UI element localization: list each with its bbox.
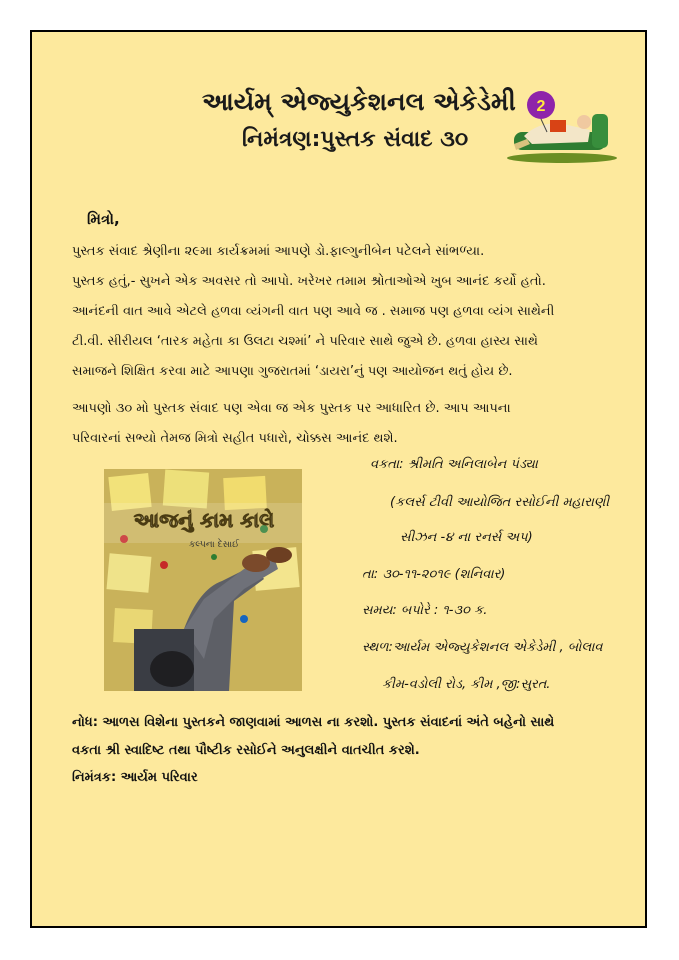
paragraph-line: પુસ્તક હતું,- સુખને એક અવસર તો આપો. ખરેખર તમામ શ્રોતાઓએ ખુબ આનંદ કર્યો હતો.: [72, 274, 546, 289]
event-time: સમય: બપોરે : ૧-૩૦ ક.: [362, 603, 488, 618]
event-venue: સ્થળ:આર્યમ એજ્યુકેશનલ એકેડેમી , બોલાવ: [362, 640, 603, 655]
book-cover-image: [104, 469, 302, 691]
invitation-card: [30, 30, 647, 928]
paragraph-line: આપણો ૩૦ મો પુસ્તક સંવાદ પણ એવા જ એક પુસ્તક પર આધારિત છે. આપ આપના: [72, 401, 511, 416]
paragraph-line: સમાજને શિક્ષિત કરવા માટે આપણા ગુજરાતમાં ‘ડાયરા’નું પણ આયોજન થતું હોય છે.: [72, 364, 513, 379]
speaker-note: સીઝન -૪ ના રનર્સ અપ): [400, 530, 533, 545]
paragraph-line: પુસ્તક સંવાદ શ્રેણીના ૨૯મા કાર્યક્રમમાં આપણે ડો.ફાલ્ગુનીબેન પટેલને સાંભળ્યા.: [72, 244, 485, 259]
paragraph-line: પરિવારનાં સભ્યો તેમજ મિત્રો સહીત પધારો, ચોક્કસ આનંદ થશે.: [72, 431, 398, 446]
book-title: આજનું કામ કાલે: [133, 508, 275, 532]
page-subtitle: નિમંત્રણ:પુસ્તક સંવાદ ૩૦: [242, 127, 469, 152]
note-line: વકતા શ્રી સ્વાદિષ્ટ તથા પૌષ્ટીક રસોઈને અનુલક્ષીને વાતચીત કરશે.: [72, 743, 420, 758]
book-author: કલ્પના દેસાઈ: [188, 540, 240, 550]
event-venue-address: કીમ-વડોલી રોડ, કીમ ,જી:સુરત.: [382, 677, 551, 692]
salutation: મિત્રો,: [87, 210, 120, 228]
speaker: વકતા: શ્રીમતિ અનિલાબેન પંડ્યા: [370, 457, 538, 472]
reading-person-clipart: [502, 84, 617, 164]
paragraph-1: [72, 237, 617, 387]
paragraph-line: ટી.વી. સીરીયલ ‘તારક મહેતા કા ઉલટા ચશ્માં’ ને પરિવાર સાથે જુએ છે. હળવા હાસ્ય સાથે: [72, 334, 538, 349]
note-line: નોધ: આળસ વિશેના પુસ્તકને જાણવામાં આળસ ના કરશો. પુસ્તક સંવાદનાં અંતે બહેનો સાથે: [72, 715, 555, 730]
footer-note: [72, 709, 554, 765]
page-title: આર્યમ્ એજ્યુકેશનલ એકેડેમી: [202, 87, 516, 116]
event-date: તા: ૩૦-૧૧-૨૦૧૯ (શનિવાર): [362, 567, 506, 582]
badge-number: 2: [536, 98, 546, 115]
paragraph-2: [72, 394, 617, 454]
speaker-note: (કલર્સ ટીવી આયોજિત રસોઈની મહારાણી: [390, 495, 610, 510]
host-signature: નિમંત્રક: આર્યમ પરિવાર: [72, 770, 198, 785]
paragraph-line: આનંદની વાત આવે એટલે હળવા વ્યંગની વાત પણ આવે જ . સમાજ પણ હળવા વ્યંગ સાથેની: [72, 304, 555, 319]
